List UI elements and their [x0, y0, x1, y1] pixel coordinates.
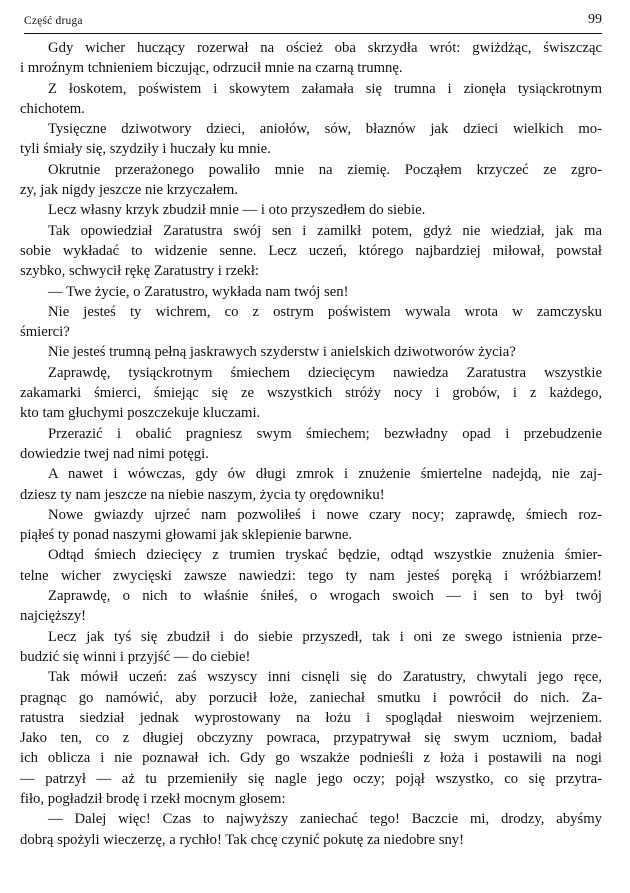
text-line: zy, jak nigdy jeszcze nie krzyczałem. [20, 182, 239, 199]
text-line: Z łoskotem, poświstem i skowytem załamała się trumna i zionęła tysiąckrotnym [48, 80, 602, 97]
page-number: 99 [588, 12, 602, 27]
text-line: Tak mówił uczeń: zaś wszyscy inni cisnęli się do Zaratustry, chwytali jego ręce, [48, 669, 602, 686]
text-line: Tysięczne dziwotwory dzieci, aniołów, sów, błaznów jak dzieci wielkich mo- [48, 121, 602, 138]
text-line: i mroźnym tchnieniem biczując, odrzucił mnie na czarną trumnę. [20, 60, 403, 77]
text-line: Zaprawdę, o nich to właśnie śniłeś, o wrogach swoich — i sen to był twój [48, 588, 602, 605]
text-line: fiło, pogładził brodę i rzekł mocnym głosem: [20, 790, 286, 807]
text-line: Lecz jak tyś się zbudził i do siebie przyszedł, tak i oni ze swego istnienia prze- [48, 628, 602, 645]
text-line: Zaprawdę, tysiąckrotnym śmiechem dziecięcym nawiedza Zaratustra wszystkie [48, 364, 602, 381]
text-line: Jako ten, co z długiej obczyzny powraca, przypatrywał się swym uczniom, badał [20, 730, 602, 747]
text-line: Okrutnie przerażonego powaliło mnie na ziemię. Począłem krzyczeć ze zgro- [48, 161, 602, 178]
text-line: szybko, schwycił rękę Zaratustry i rzekł: [20, 263, 259, 280]
text-line: tyli śmiały się, szydziły i huczały ku mnie. [20, 141, 271, 158]
text-line: chichotem. [20, 100, 85, 117]
text-line: Przerazić i obalić pragniesz swym śmiechem; bezwładny opad i przebudzenie [48, 425, 602, 442]
body-text [20, 38, 602, 850]
text-line: Nie jesteś ty wichrem, co z ostrym poświstem wywala wrota w zamczysku [48, 303, 602, 320]
text-line: Tak opowiedział Zaratustra swój sen i zamilkł potem, gdyż nie wiedział, jak ma [48, 222, 602, 239]
text-line: Gdy wicher huczący rozerwał na oścież oba skrzydła wrót: gwiżdżąc, świszcząc [48, 40, 602, 56]
text-line: ich oblicza i nie poznawał ich. Gdy go wszakże podnieśli z łoża i postawili na nogi [20, 750, 602, 767]
text-line: telne wicher zwycięski zawsze nawiedzi: tego ty nam jesteś poręką i wróżbiarzem! [20, 567, 602, 584]
text-line: pragnąc go namówić, aby porzucił łoże, zaniechał smutku i powrócił do nich. Za- [20, 689, 602, 706]
text-line: sobie wykładać to widzenie senne. Lecz uczeń, którego najbardziej miłował, powstał [20, 242, 602, 259]
page-header [24, 11, 602, 34]
text-line: Lecz własny krzyk zbudził mnie — i oto przyszedłem do siebie. [48, 202, 426, 219]
text-line: dobrą spożyli wieczerzę, a rychło! Tak chcę czynić pokutę za niedobre sny! [20, 831, 465, 848]
text-line: kto tam głuchymi poszczekuje kluczami. [20, 405, 261, 422]
text-line: Nie jesteś trumną pełną jaskrawych szyderstw i anielskich dziwotworów życia? [48, 344, 516, 361]
text-line: — Twe życie, o Zaratustro, wykłada nam twój sen! [48, 283, 349, 300]
text-line: Odtąd śmiech dziecięcy z trumien tryskać będzie, odtąd wszystkie znużenia śmier- [48, 547, 602, 564]
running-head: Część druga [24, 15, 83, 27]
text-line: — patrzył — aż tu przemieniły się nagle jego oczy; pojął wszystko, co się przytra- [20, 770, 602, 787]
text-line: — Dalej więc! Czas to najwyższy zaniechać tego! Baczcie mi, drodzy, abyśmy [48, 811, 602, 828]
text-line: Nowe gwiazdy ujrzeć nam pozwoliłeś i nowe czary nocy; zaprawdę, śmiech roz- [48, 506, 602, 523]
text-line: A nawet i wówczas, gdy ów długi zmrok i znużenie śmiertelne nadejdą, nie zaj- [48, 466, 602, 483]
text-line: najcięższy! [20, 608, 87, 625]
text-line: budzić się winni i przyjść — do ciebie! [20, 648, 251, 665]
text-line: ratustra siedział jednak wyprostowany na łożu i spoglądał nieswoim wejrzeniem. [20, 709, 602, 726]
text-line: zakamarki śmierci, śmiejąc się ze wszystkich stróży nocy i grobów, i z każdego, [20, 385, 602, 402]
text-line: piąłeś ty ponad naszymi głowami jak sklepienie barwne. [20, 527, 353, 544]
text-line: śmierci? [20, 324, 70, 341]
text-line: dowiedzie twej nad nimi potęgi. [20, 445, 209, 462]
text-line: dziesz ty nam jeszcze na niebie naszym, życia ty orędowniku! [20, 486, 385, 503]
